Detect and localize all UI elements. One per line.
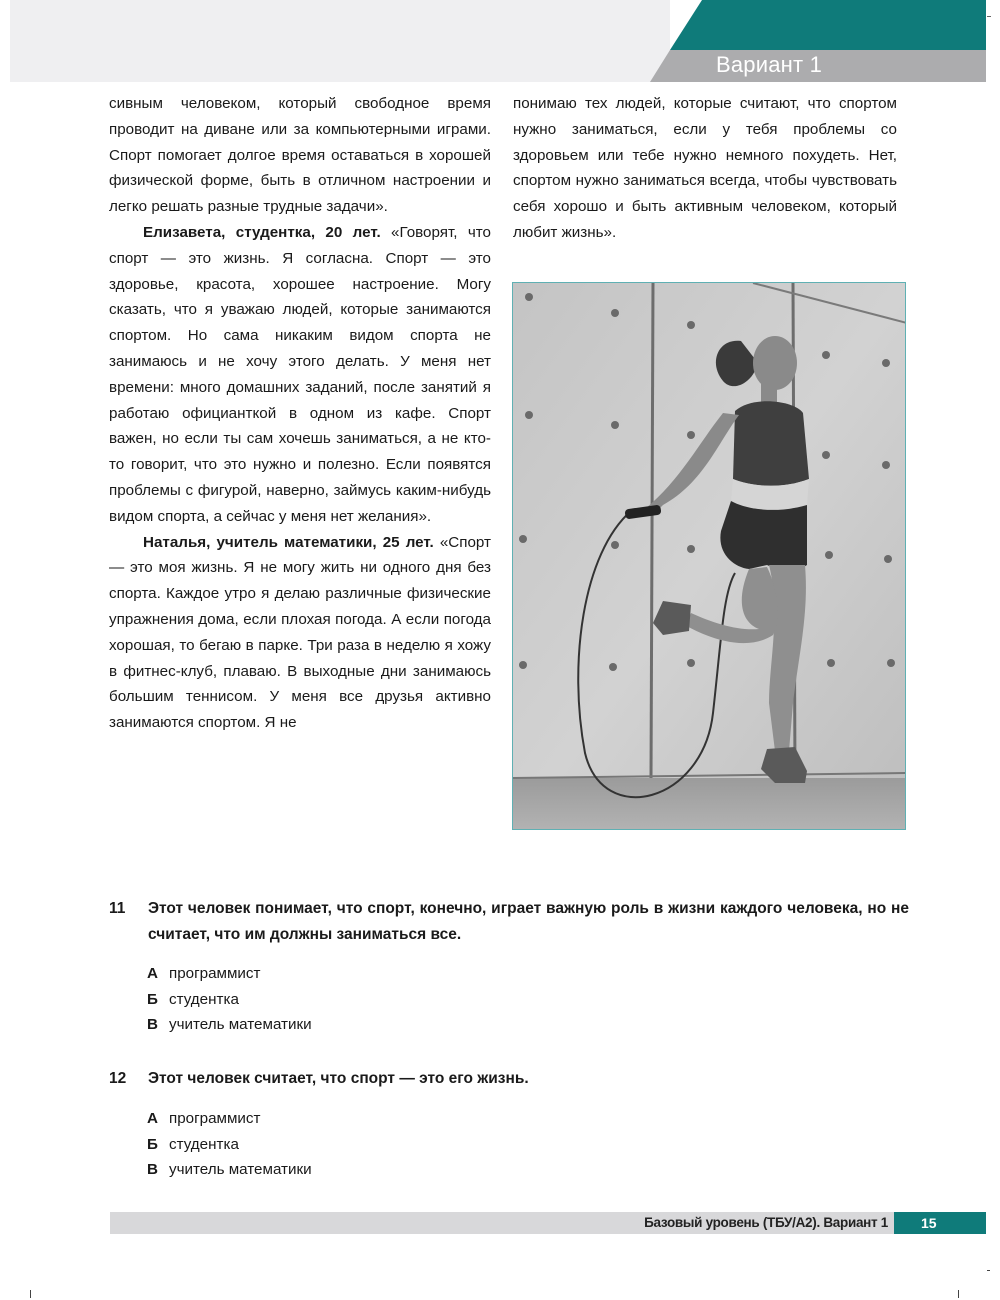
question-11: [109, 896, 909, 948]
question-number: 11: [109, 900, 126, 917]
speaker-name: Наталья, учитель математики, 25 лет.: [143, 533, 434, 551]
question-text: Этот человек считает, что спорт — это его жизнь.: [148, 1070, 529, 1087]
option-label: студентка: [169, 1135, 239, 1153]
option-letter: А: [147, 965, 158, 982]
question-text: Этот человек понимает, что спорт, конечно, играет важную роль в жизни каждого человека, но не считает, что им должны заниматься все.: [148, 900, 909, 943]
speaker-paragraph-elizaveta: [109, 220, 491, 530]
question-12-options: [147, 1106, 312, 1183]
option-b[interactable]: [147, 987, 312, 1013]
crop-mark: [987, 16, 991, 17]
option-letter: А: [147, 1110, 158, 1127]
photo-illustration-icon: [513, 283, 906, 830]
crop-mark: [30, 1290, 31, 1298]
option-label: программист: [169, 1110, 261, 1127]
option-label: учитель математики: [169, 1161, 312, 1178]
option-v[interactable]: [147, 1157, 312, 1183]
option-letter: В: [147, 1161, 158, 1178]
option-a[interactable]: [147, 1106, 312, 1132]
continuation-paragraph: понимаю тех людей, которые считают, что спортом нужно заниматься, если у тебя проблемы со здоровьем или тебе нужно немного похудеть. Нет, спортом нужно заниматься всегда, чтобы чувствовать себя хорошо и быть активным человеком, который любит жизнь».: [513, 95, 897, 241]
speaker-quote: «Говорят, что спорт — это жизнь. Я согласна. Спорт — это здоровье, красота, хорошее настроение. Могу сказать, что я уважаю людей, которые занимаются спортом. Но сама никаким видом спорта не занимаюсь и не хочу этого делать. У меня нет времени: много домашних заданий, после занятий я работаю официанткой в одном из кафе. Спорт важен, но если ты сам хочешь заниматься, а не кто-то говорит, что это нужно и полезно. Если появятся проблемы с фигурой, наверно, займусь каким-нибудь видом спорта, а сейчас у меня нет желания».: [109, 223, 491, 525]
option-a[interactable]: [147, 961, 312, 987]
question-12: [109, 1066, 909, 1092]
continuation-paragraph: сивным человеком, который свободное время проводит на диване или за компьютерными играми. Спорт помогает долгое время оставаться в хорошей физической форме, быть в отличном настроении и легко решать разные трудные задачи».: [109, 95, 491, 216]
header-background-band: [10, 0, 670, 82]
speaker-name: Елизавета, студентка, 20 лет.: [143, 223, 381, 241]
option-b[interactable]: [147, 1132, 312, 1158]
left-text-column: [109, 91, 491, 736]
question-number: 12: [109, 1070, 127, 1087]
variant-title: Вариант 1: [716, 52, 823, 77]
crop-mark: [958, 1290, 959, 1298]
crop-mark: [987, 1270, 990, 1271]
option-v[interactable]: [147, 1012, 312, 1038]
option-label: программист: [169, 965, 261, 982]
option-letter: Б: [147, 990, 158, 1008]
question-11-options: [147, 961, 312, 1038]
jump-rope-photo: [512, 282, 906, 830]
right-text-column: [513, 91, 897, 246]
option-label: студентка: [169, 990, 239, 1008]
option-label: учитель математики: [169, 1016, 312, 1033]
option-letter: В: [147, 1016, 158, 1033]
page-number: 15: [894, 1212, 986, 1234]
speaker-quote: «Спорт — это моя жизнь. Я не могу жить ни одного дня без спорта. Каждое утро я делаю различные физические упражнения дома, если плохая погода. А если погода хорошая, то бегаю в парке. Три раза в неделю я хожу в фитнес-клуб, плаваю. В выходные дни занимаюсь большим теннисом. У меня все друзья активно занимаются спортом. Я не: [109, 533, 491, 732]
footer-running-title: Базовый уровень (ТБУ/А2). Вариант 1: [644, 1215, 888, 1230]
header-teal-band: [670, 0, 986, 50]
speaker-paragraph-natalya: [109, 530, 491, 736]
option-letter: Б: [147, 1135, 158, 1153]
